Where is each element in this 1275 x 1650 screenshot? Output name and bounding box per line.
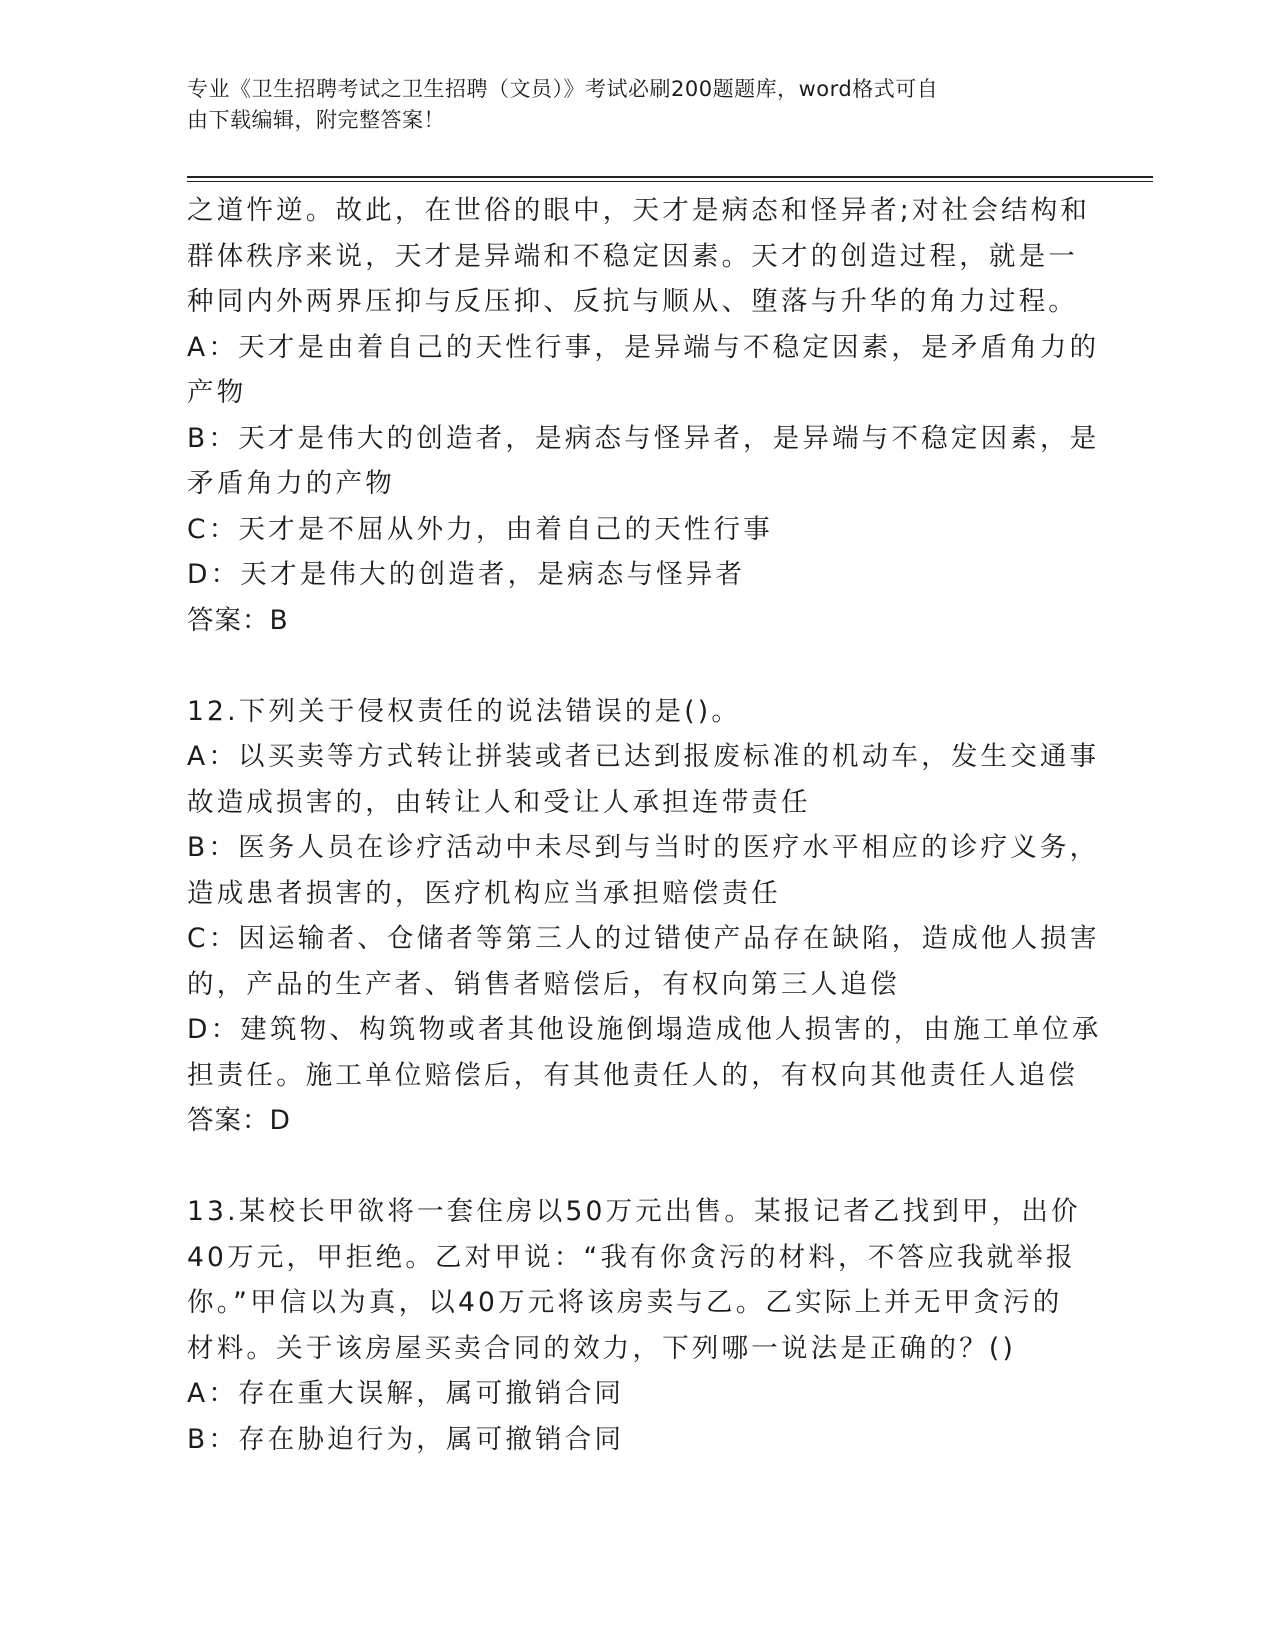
question-stem-line: 之道忤逆。故此，在世俗的眼中，天才是病态和怪异者;对社会结构和 <box>187 195 1091 226</box>
option-b-line-2: 矛盾角力的产物 <box>187 468 395 499</box>
header-divider-thin <box>187 181 1153 182</box>
answer-label: 答案：D <box>187 1105 291 1136</box>
option-c-line-1: C：因运输者、仓储者等第三人的过错使产品存在缺陷，造成他人损害 <box>187 923 1100 954</box>
option-b-line-1: B：天才是伟大的创造者，是病态与怪异者，是异端与不稳定因素，是 <box>187 422 1100 454</box>
option-a-line-2: 产物 <box>187 377 247 408</box>
option-a-line-1: A：以买卖等方式转让拼装或者已达到报废标准的机动车，发生交通事 <box>187 741 1100 772</box>
document-header <box>187 74 1067 136</box>
question-stem-line: 种同内外两界压抑与反压抑、反抗与顺从、堕落与升华的角力过程。 <box>187 286 1078 317</box>
document-body <box>187 188 1102 1462</box>
option-a-line-1: A：天才是由着自己的天性行事，是异端与不稳定因素，是矛盾角力的 <box>187 331 1100 363</box>
option-d-line-2: 担责任。施工单位赔偿后，有其他责任人的，有权向其他责任人追偿 <box>187 1059 1078 1091</box>
header-line-1: 专业《卫生招聘考试之卫生招聘（文员）》考试必刷200题题库，word格式可自 <box>187 77 939 101</box>
question-stem-line: 你。”甲信以为真，以40万元将该房卖与乙。乙实际上并无甲贪污的 <box>187 1287 1063 1318</box>
option-b-line-1: B：医务人员在诊疗活动中未尽到与当时的医疗水平相应的诊疗义务， <box>187 832 1100 863</box>
option-a-line-2: 故造成损害的，由转让人和受让人承担连带责任 <box>187 786 811 818</box>
option-d-line-1: D：建筑物、构筑物或者其他设施倒塌造成他人损害的，由施工单位承 <box>187 1014 1102 1045</box>
question-stem-line: 13.某校长甲欲将一套住房以50万元出售。某报记者乙找到甲，出价 <box>187 1196 1081 1227</box>
question-stem-line: 材料。关于该房屋买卖合同的效力，下列哪一说法是正确的？() <box>187 1332 1016 1364</box>
option-a: A：存在重大误解，属可撤销合同 <box>187 1378 625 1409</box>
option-c-line-2: 的，产品的生产者、销售者赔偿后，有权向第三人追偿 <box>187 968 900 1000</box>
option-b: B：存在胁迫行为，属可撤销合同 <box>187 1423 625 1455</box>
question-13 <box>187 1189 1081 1462</box>
option-b-line-2: 造成患者损害的，医疗机构应当承担赔偿责任 <box>187 877 781 909</box>
option-d: D：天才是伟大的创造者，是病态与怪异者 <box>187 559 746 590</box>
spacer <box>187 1144 1067 1190</box>
option-c: C：天才是不屈从外力，由着自己的天性行事 <box>187 513 774 545</box>
question-12 <box>187 689 1102 1144</box>
question-stem-line: 群体秩序来说，天才是异端和不稳定因素。天才的创造过程，就是一 <box>187 240 1078 272</box>
question-11 <box>187 188 1100 643</box>
header-divider-thick <box>187 176 1153 178</box>
header-line-2: 由下载编辑，附完整答案！ <box>187 108 445 132</box>
question-stem-line: 12.下列关于侵权责任的说法错误的是()。 <box>187 695 742 727</box>
spacer <box>187 643 1067 689</box>
answer-label: 答案：B <box>187 604 289 636</box>
question-stem-line: 40万元，甲拒绝。乙对甲说：“我有你贪污的材料，不答应我就举报 <box>187 1241 1076 1273</box>
